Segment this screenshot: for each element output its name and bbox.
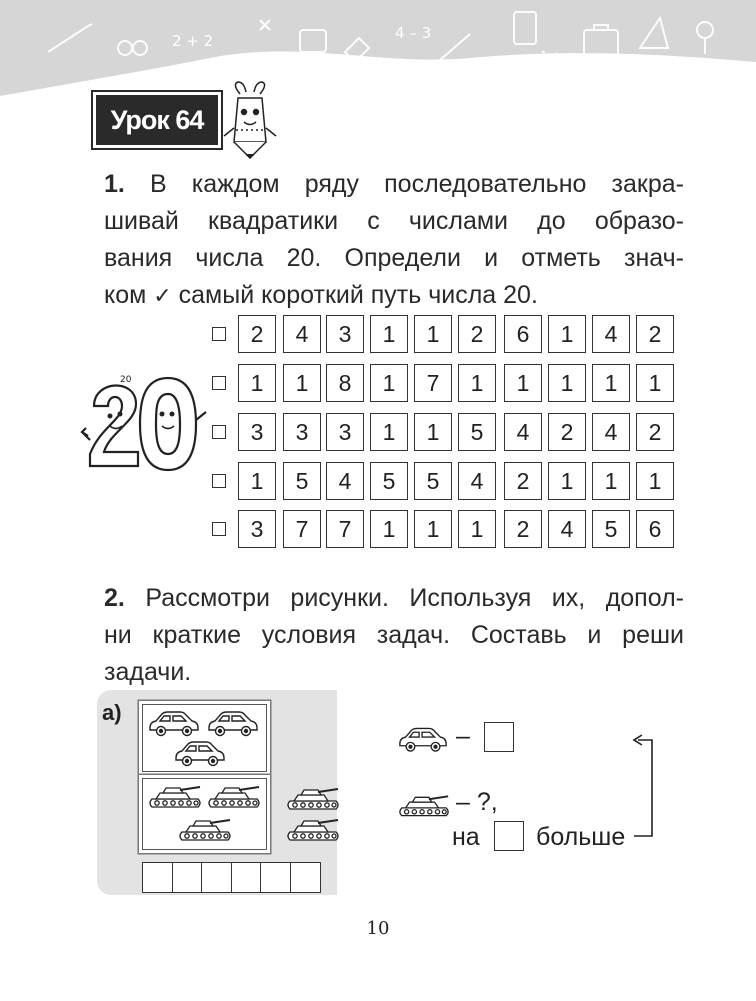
condition-cars-input[interactable]: [484, 722, 514, 752]
condition-more: больше: [536, 823, 626, 851]
grid-cell[interactable]: 5: [458, 413, 496, 451]
condition-difference-input[interactable]: [494, 821, 524, 851]
grid-cell[interactable]: 1: [283, 364, 321, 402]
grid-cell[interactable]: 1: [636, 364, 674, 402]
row-3-checkbox[interactable]: [212, 425, 226, 439]
grid-cell[interactable]: 1: [504, 364, 542, 402]
grid-cell[interactable]: 7: [326, 510, 364, 548]
comparison-bracket-arrow: [630, 730, 662, 842]
grid-cell[interactable]: 4: [548, 510, 586, 548]
grid-cell[interactable]: 1: [592, 364, 630, 402]
task2-line2: ни краткие условия задач. Составь и реши: [104, 621, 684, 649]
svg-text:1 + c: 1 + c: [540, 49, 572, 63]
condition-na: на: [452, 823, 480, 851]
task2-line1: Рассмотри рисунки. Используя их, допол-: [145, 584, 684, 612]
task2-number: 2.: [104, 584, 125, 612]
answer-cells: [142, 862, 321, 893]
condition-dash-2: – ?,: [456, 788, 498, 816]
grid-cell[interactable]: 8: [326, 364, 364, 402]
car-icon: [172, 738, 228, 768]
lesson-title: Урок 64: [110, 104, 204, 135]
grid-cell[interactable]: 7: [283, 510, 321, 548]
lesson-badge: [93, 92, 221, 148]
tank-icon: [284, 816, 342, 844]
grid-cell[interactable]: 3: [238, 510, 276, 548]
answer-cell[interactable]: [172, 862, 203, 893]
row-4-checkbox[interactable]: [212, 474, 226, 488]
answer-cell[interactable]: [201, 862, 232, 893]
answer-cell[interactable]: [260, 862, 291, 893]
grid-cell[interactable]: 3: [326, 413, 364, 451]
grid-cell[interactable]: 2: [504, 462, 542, 500]
grid-cell[interactable]: 5: [370, 462, 408, 500]
task1-line3: вания числа 20. Определи и отметь знач-: [104, 244, 684, 272]
grid-cell[interactable]: 4: [592, 413, 630, 451]
tank-icon: [284, 785, 342, 813]
grid-cell[interactable]: 1: [548, 364, 586, 402]
grid-cell[interactable]: 4: [283, 315, 321, 353]
row-1-checkbox[interactable]: [212, 327, 226, 341]
task1-line4b: самый короткий путь числа 20.: [178, 281, 538, 309]
figure-label: 20: [120, 375, 132, 385]
task2-text: [104, 580, 684, 691]
task1-line4a: ком: [104, 281, 147, 309]
svg-text:2 + 2: 2 + 2: [172, 32, 214, 50]
grid-cell[interactable]: 4: [326, 462, 364, 500]
row-5-checkbox[interactable]: [212, 522, 226, 536]
task1-line2: шивай квадратики с числами до образо-: [104, 207, 684, 235]
grid-cell[interactable]: 1: [636, 462, 674, 500]
grid-cell[interactable]: 3: [238, 413, 276, 451]
grid-cell[interactable]: 1: [370, 510, 408, 548]
grid-cell[interactable]: 7: [414, 364, 452, 402]
part-a-label: а): [102, 700, 122, 725]
tank-icon: [205, 783, 263, 811]
grid-cell[interactable]: 3: [326, 315, 364, 353]
grid-cell[interactable]: 2: [458, 315, 496, 353]
grid-cell[interactable]: 5: [283, 462, 321, 500]
grid-cell[interactable]: 2: [548, 413, 586, 451]
check-mark-icon: ✓: [153, 284, 172, 309]
row-2-checkbox[interactable]: [212, 376, 226, 390]
grid-cell[interactable]: 2: [636, 315, 674, 353]
grid-cell[interactable]: 1: [458, 510, 496, 548]
car-icon: [146, 708, 202, 738]
grid-cell[interactable]: 1: [238, 462, 276, 500]
grid-cell[interactable]: 2: [238, 315, 276, 353]
grid-cell[interactable]: 1: [548, 315, 586, 353]
condition-dash-1: –: [456, 722, 470, 750]
svg-text:4 – 3: 4 – 3: [395, 24, 432, 42]
pencil-mascot-illustration: [222, 80, 278, 164]
grid-cell[interactable]: 1: [414, 510, 452, 548]
answer-cell[interactable]: [142, 862, 173, 893]
answer-cell[interactable]: [290, 862, 321, 893]
grid-cell[interactable]: 5: [592, 510, 630, 548]
task1-text: [104, 166, 684, 315]
grid-cell[interactable]: 2: [504, 510, 542, 548]
grid-cell[interactable]: 1: [370, 315, 408, 353]
answer-cell[interactable]: [231, 862, 262, 893]
grid-cell[interactable]: 4: [504, 413, 542, 451]
grid-cell[interactable]: 1: [414, 413, 452, 451]
grid-cell[interactable]: 6: [636, 510, 674, 548]
grid-cell[interactable]: 1: [458, 364, 496, 402]
smiling-twenty-illustration: [80, 370, 210, 475]
tank-icon: [176, 816, 234, 844]
grid-cell[interactable]: 1: [548, 462, 586, 500]
task1-number: 1.: [104, 170, 125, 198]
grid-cell[interactable]: 3: [283, 413, 321, 451]
grid-cell[interactable]: 6: [504, 315, 542, 353]
grid-cell[interactable]: 1: [370, 364, 408, 402]
grid-cell[interactable]: 1: [592, 462, 630, 500]
task2-line3: задачи.: [104, 658, 192, 686]
tank-icon: [146, 783, 204, 811]
grid-cell[interactable]: 5: [414, 462, 452, 500]
grid-cell[interactable]: 1: [238, 364, 276, 402]
condition-tank-icon: [396, 792, 452, 820]
condition-car-icon: [396, 724, 450, 754]
grid-cell[interactable]: 4: [592, 315, 630, 353]
grid-cell[interactable]: 2: [636, 413, 674, 451]
page-number: 10: [366, 918, 390, 939]
task1-line1: В каждом ряду последовательно закра-: [150, 170, 684, 198]
grid-cell[interactable]: 4: [458, 462, 496, 500]
grid-cell[interactable]: 1: [370, 413, 408, 451]
grid-cell[interactable]: 1: [414, 315, 452, 353]
car-icon: [205, 708, 261, 738]
